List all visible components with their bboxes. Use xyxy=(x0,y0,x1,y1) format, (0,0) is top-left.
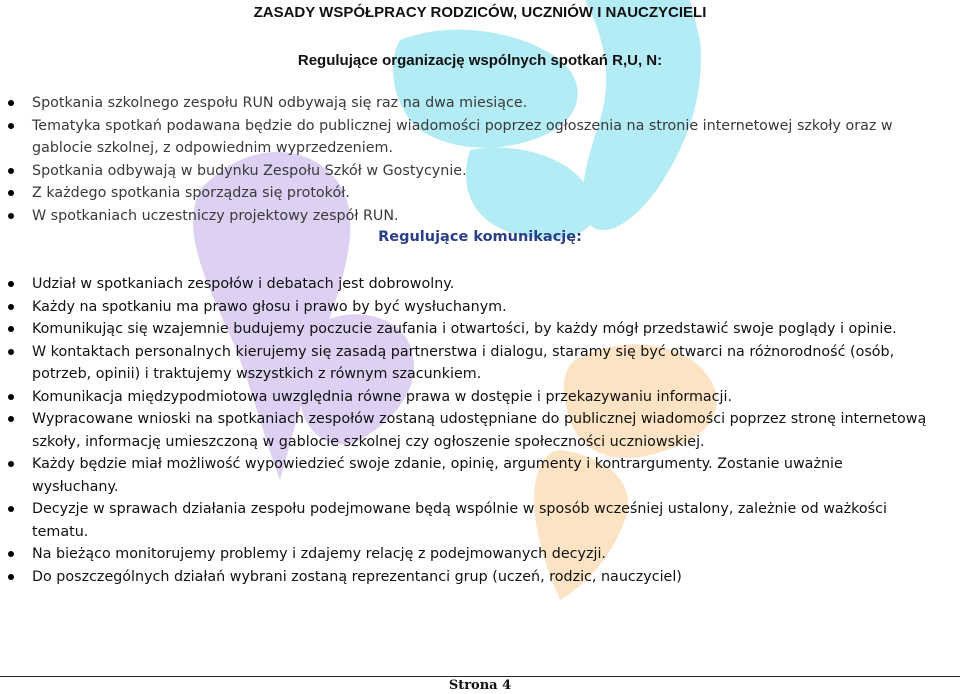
page-number: Strona 4 xyxy=(448,678,512,693)
list-item: Wypracowane wnioski na spotkaniach zespołów zostaną udostępniane do publicznej wiadomości poprzez stronę internetową szkoły, informację umieszczoną w gablocie szkolnej czy ogłoszenie społeczności uczniowskiej. xyxy=(0,408,960,453)
list-item: Spotkania odbywają w budynku Zespołu Szkół w Gostycynie. xyxy=(0,160,960,183)
list-item: Spotkania szkolnego zespołu RUN odbywają się raz na dwa miesiące. xyxy=(0,92,960,115)
list-item: W kontaktach personalnych kierujemy się zasadą partnerstwa i dialogu, staramy się być otwarci na różnorodność (osób, potrzeb, opinii) i traktujemy wszystkich z równym szacunkiem. xyxy=(0,341,960,386)
section1-heading: Regulujące organizację wspólnych spotkań R,U, N: xyxy=(297,52,663,69)
list-item: Do poszczególnych działań wybrani zostaną reprezentanci grup (uczeń, rodzic, nauczyciel) xyxy=(0,566,960,589)
section2-list xyxy=(0,273,960,588)
list-item: Na bieżąco monitorujemy problemy i zdajemy relację z podejmowanych decyzji. xyxy=(0,543,960,566)
list-item: Każdy będzie miał możliwość wypowiedzieć swoje zdanie, opinię, argumenty i kontrargumenty. Zostanie uważnie wysłuchany. xyxy=(0,453,960,498)
section2-heading: Regulujące komunikację: xyxy=(378,229,582,245)
list-item: W spotkaniach uczestniczy projektowy zespół RUN. xyxy=(0,205,960,228)
list-item: Udział w spotkaniach zespołów i debatach jest dobrowolny. xyxy=(0,273,960,296)
list-item: Komunikacja międzypodmiotowa uwzględnia równe prawa w dostępie i przekazywaniu informacji. xyxy=(0,386,960,409)
list-item: Każdy na spotkaniu ma prawo głosu i prawo by być wysłuchanym. xyxy=(0,296,960,319)
list-item: Z każdego spotkania sporządza się protokół. xyxy=(0,182,960,205)
list-item: Komunikując się wzajemnie budujemy poczucie zaufania i otwartości, by każdy mógł przedstawić swoje poglądy i opinie. xyxy=(0,318,960,341)
document-title: ZASADY WSPÓŁPRACY RODZICÓW, UCZNIÓW I NAUCZYCIELI xyxy=(253,4,707,21)
section1-list xyxy=(0,92,960,227)
list-item: Tematyka spotkań podawana będzie do publicznej wiadomości poprzez ogłoszenia na stronie internetowej szkoły oraz w gablocie szkolnej, z odpowiednim wyprzedzeniem. xyxy=(0,115,960,160)
footer-divider xyxy=(0,676,960,677)
list-item: Decyzje w sprawach działania zespołu podejmowane będą wspólnie w sposób wcześniej ustalony, zależnie od ważkości tematu. xyxy=(0,498,960,543)
